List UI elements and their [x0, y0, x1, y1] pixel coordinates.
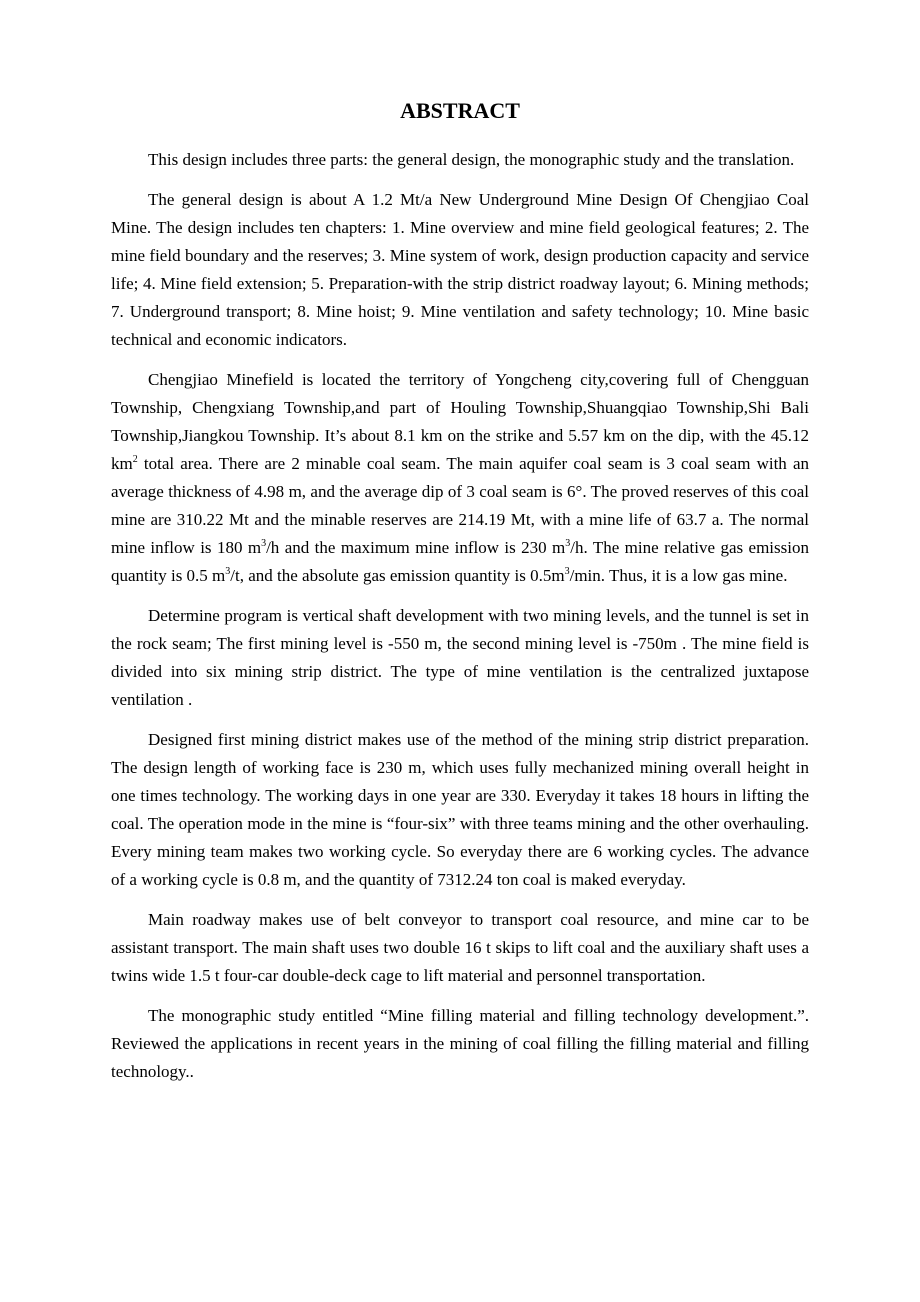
text-run: /min. Thus, it is a low gas mine. [569, 566, 788, 585]
text-run: /h. The mine relative gas emission quantity is 0.5 m [111, 538, 809, 585]
abstract-paragraph [111, 186, 809, 354]
superscript: 3 [565, 538, 571, 549]
text-run: total area. There are 2 minable coal seam. The main aquifer coal seam is 3 coal seam with an average thickness of 4.98 m, and the average dip of 3 coal seam is 6°. The proved reserves of this coal mine are 310.22 Mt and the minable reserves are 214.19 Mt, with a mine life of 63.7 a. The normal mine inflow is 180 m [111, 454, 809, 557]
text-run: Chengjiao Minefield is located the territory of Yongcheng city,covering full of Chengguan Township, Chengxiang Township,and part of Houling Township,Shuangqiao Township,Shi Bali Township,Jiangkou Township. It’s about 8.1 km on the strike and 5.57 km on the dip, with the 45.12 km [111, 370, 809, 473]
superscript: 3 [261, 538, 267, 549]
superscript: 3 [564, 566, 570, 577]
superscript: 2 [132, 454, 138, 465]
abstract-title: ABSTRACT [400, 98, 520, 123]
abstract-body [111, 146, 809, 1098]
text-run: This design includes three parts: the general design, the monographic study and the translation. [148, 150, 795, 169]
abstract-paragraph [111, 1002, 809, 1086]
abstract-paragraph [111, 906, 809, 990]
text-run: Designed first mining district makes use of the method of the mining strip district preparation. The design length of working face is 230 m, which uses fully mechanized mining overall height in one times technology. The working days in one year are 330. Everyday it takes 18 hours in lifting the coal. The operation mode in the mine is “four-six” with three teams mining and the other overhauling. Every mining team makes two working cycle. So everyday there are 6 working cycles. The advance of a working cycle is 0.8 m, and the quantity of 7312.24 ton coal is maked everyday. [111, 730, 809, 889]
text-run: /h and the maximum mine inflow is 230 m [266, 538, 566, 557]
text-run: Main roadway makes use of belt conveyor to transport coal resource, and mine car to be assistant transport. The main shaft uses two double 16 t skips to lift coal and the auxiliary shaft uses a twins wide 1.5 t four-car double-deck cage to lift material and personnel transportation. [111, 910, 809, 985]
abstract-paragraph [111, 726, 809, 894]
superscript: 3 [225, 566, 231, 577]
text-run: Determine program is vertical shaft development with two mining levels, and the tunnel is set in the rock seam; The first mining level is -550 m, the second mining level is -750m . The mine field is divided into six mining strip district. The type of mine ventilation is the centralized juxtapose ventilation . [111, 606, 809, 709]
text-run: /t, and the absolute gas emission quantity is 0.5m [230, 566, 565, 585]
text-run: The monographic study entitled “Mine filling material and filling technology development.”. Reviewed the applications in recent years in the mining of coal filling the filling material and filling technology.. [111, 1006, 809, 1081]
abstract-paragraph [111, 366, 809, 590]
abstract-paragraph [111, 602, 809, 714]
text-run: The general design is about A 1.2 Mt/a New Underground Mine Design Of Chengjiao Coal Mine. The design includes ten chapters: 1. Mine overview and mine field geological features; 2. The mine field boundary and the reserves; 3. Mine system of work, design production capacity and service life; 4. Mine field extension; 5. Preparation-with the strip district roadway layout; 6. Mining methods; 7. Underground transport; 8. Mine hoist; 9. Mine ventilation and safety technology; 10. Mine basic technical and economic indicators. [111, 190, 809, 349]
abstract-paragraph [111, 146, 809, 174]
